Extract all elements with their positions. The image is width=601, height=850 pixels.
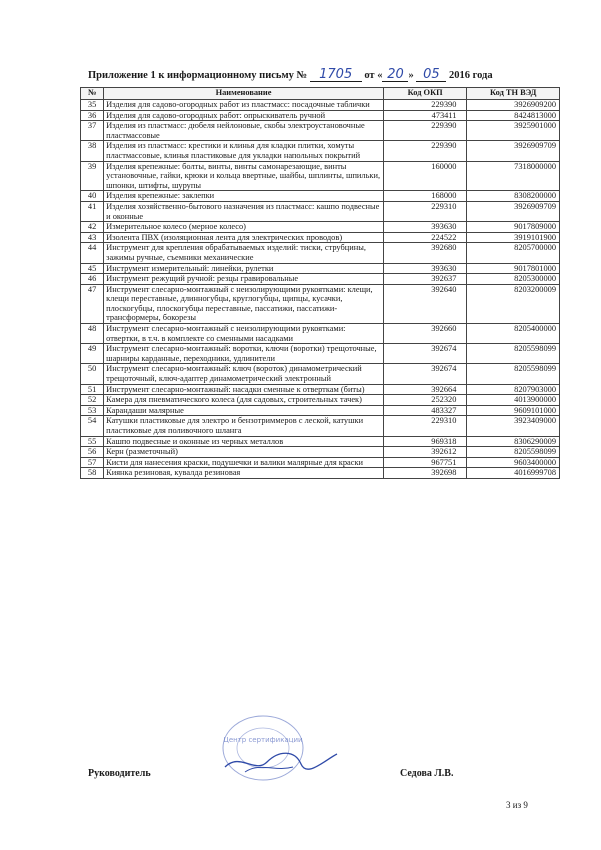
row-okp: 252320: [383, 395, 467, 406]
row-name: Инструмент для крепления обрабатываемых изделий: тиски, струбцины, зажимы ручные, съемники механические: [104, 243, 384, 263]
row-tnved: 9017801000: [467, 263, 560, 274]
row-number: 54: [81, 416, 104, 436]
row-tnved: 8205700000: [467, 243, 560, 263]
row-tnved: 4016999708: [467, 468, 560, 479]
row-okp: 229310: [383, 201, 467, 221]
stamp-and-signature: [205, 712, 355, 782]
row-tnved: 8205300000: [467, 274, 560, 285]
row-okp: 967751: [383, 457, 467, 468]
row-tnved: 4013900000: [467, 395, 560, 406]
row-number: 46: [81, 274, 104, 285]
row-name: Керн (разметочный): [104, 447, 384, 458]
table-row: [81, 416, 560, 436]
table-row: [81, 201, 560, 221]
table-row: [81, 110, 560, 121]
row-tnved: 3919101900: [467, 232, 560, 243]
letter-title: [88, 69, 558, 85]
signer-title: Руководитель: [88, 768, 151, 779]
row-name: Изделия для садово-огородных работ: опрыскиватель ручной: [104, 110, 384, 121]
row-number: 44: [81, 243, 104, 263]
row-okp: 392640: [383, 284, 467, 323]
table-row: [81, 232, 560, 243]
table-row: [81, 121, 560, 141]
row-number: 56: [81, 447, 104, 458]
row-okp: 224522: [383, 232, 467, 243]
table-row: [81, 457, 560, 468]
row-tnved: 3926909709: [467, 141, 560, 161]
row-okp: 392698: [383, 468, 467, 479]
row-number: 41: [81, 201, 104, 221]
row-name: Карандаши малярные: [104, 405, 384, 416]
row-tnved: 8424813000: [467, 110, 560, 121]
row-name: Инструмент слесарно-монтажный: ключ (вороток) динамометрический трещоточный, ключ-адаптер динамометрический электронный: [104, 364, 384, 384]
table-row: [81, 364, 560, 384]
row-okp: 393630: [383, 222, 467, 233]
row-tnved: 8205598099: [467, 344, 560, 364]
table-row: [81, 384, 560, 395]
row-tnved: 7318000000: [467, 161, 560, 191]
row-name: Киянка резиновая, кувалда резиновая: [104, 468, 384, 479]
row-tnved: 9017809000: [467, 222, 560, 233]
table-row: [81, 141, 560, 161]
title-year: 2016 года: [448, 70, 493, 81]
row-name: Инструмент слесарно-монтажный: воротки, ключи (воротки) трещоточные, шарниры карданные, переходники, удлинители: [104, 344, 384, 364]
table-row: [81, 344, 560, 364]
col-tnved: Код ТН ВЭД: [467, 88, 560, 100]
row-okp: 483327: [383, 405, 467, 416]
col-name: Наименование: [104, 88, 384, 100]
row-name: Катушки пластиковые для электро и бензотриммеров с леской, катушки пластиковые для поливочного шланга: [104, 416, 384, 436]
letter-day: 20: [382, 69, 408, 82]
stamp-text: Центр сертификации: [223, 736, 303, 744]
row-name: Инструмент слесарно-монтажный с неизолирующими рукоятками: отвертки, в т.ч. в комплекте со сменными насадками: [104, 324, 384, 344]
row-number: 52: [81, 395, 104, 406]
row-okp: 393630: [383, 263, 467, 274]
row-okp: 392637: [383, 274, 467, 285]
row-okp: 392680: [383, 243, 467, 263]
table-row: [81, 243, 560, 263]
row-okp: 473411: [383, 110, 467, 121]
row-number: 48: [81, 324, 104, 344]
table-row: [81, 161, 560, 191]
table-row: [81, 100, 560, 111]
col-number: №: [81, 88, 104, 100]
row-tnved: 8207903000: [467, 384, 560, 395]
row-number: 55: [81, 436, 104, 447]
row-number: 45: [81, 263, 104, 274]
row-name: Кисти для нанесения краски, подушечки и валики малярные для краски: [104, 457, 384, 468]
row-number: 51: [81, 384, 104, 395]
page-number: 3 из 9: [506, 800, 528, 810]
row-okp: 229390: [383, 100, 467, 111]
row-okp: 392674: [383, 364, 467, 384]
row-number: 58: [81, 468, 104, 479]
row-tnved: 3926909200: [467, 100, 560, 111]
row-name: Изолента ПВХ (изоляционная лента для электрических проводов): [104, 232, 384, 243]
title-prefix: Приложение 1 к информационному письму №: [88, 70, 308, 81]
table-header-row: [81, 88, 560, 100]
table-row: [81, 395, 560, 406]
table-row: [81, 274, 560, 285]
row-okp: 229390: [383, 141, 467, 161]
row-name: Инструмент слесарно-монтажный: насадки сменные к отверткам (биты): [104, 384, 384, 395]
row-okp: 229390: [383, 121, 467, 141]
table-row: [81, 405, 560, 416]
row-number: 37: [81, 121, 104, 141]
row-number: 49: [81, 344, 104, 364]
table-row: [81, 284, 560, 323]
row-okp: 969318: [383, 436, 467, 447]
title-quote-close: »: [408, 70, 414, 81]
title-from: от «: [364, 70, 383, 81]
row-name: Инструмент измерительный: линейки, рулетки: [104, 263, 384, 274]
col-okp: Код ОКП: [383, 88, 467, 100]
row-tnved: 8205598099: [467, 364, 560, 384]
row-name: Измерительное колесо (мерное колесо): [104, 222, 384, 233]
row-okp: 160000: [383, 161, 467, 191]
row-number: 57: [81, 457, 104, 468]
row-okp: 168000: [383, 191, 467, 202]
row-name: Инструмент режущий ручной: резцы гравировальные: [104, 274, 384, 285]
row-number: 35: [81, 100, 104, 111]
row-okp: 392664: [383, 384, 467, 395]
table-row: [81, 263, 560, 274]
table-row: [81, 222, 560, 233]
row-number: 36: [81, 110, 104, 121]
row-okp: 392674: [383, 344, 467, 364]
row-name: Изделия из пластмасс: крестики и клинья для кладки плитки, хомуты пластмассовые, клинья пластиковые для укладки напольных покрытий: [104, 141, 384, 161]
row-tnved: 8205598099: [467, 447, 560, 458]
row-name: Кашпо подвесные и оконные из черных металлов: [104, 436, 384, 447]
row-tnved: 8205400000: [467, 324, 560, 344]
row-name: Изделия для садово-огородных работ из пластмасс: посадочные таблички: [104, 100, 384, 111]
signer-name: Седова Л.В.: [400, 768, 454, 779]
row-tnved: 3923409000: [467, 416, 560, 436]
row-number: 39: [81, 161, 104, 191]
row-okp: 392612: [383, 447, 467, 458]
row-name: Изделия крепежные: болты, винты, винты самонарезающие, винты установочные, гайки, крюки и кольца ввертные, шайбы, шплинты, шпильки, шпонки, штифты, шурупы: [104, 161, 384, 191]
row-name: Изделия крепежные: заклепки: [104, 191, 384, 202]
row-number: 43: [81, 232, 104, 243]
row-tnved: 8203200009: [467, 284, 560, 323]
row-tnved: 8308200000: [467, 191, 560, 202]
row-number: 50: [81, 364, 104, 384]
letter-number: 1705: [310, 69, 362, 82]
row-tnved: 3925901000: [467, 121, 560, 141]
row-number: 53: [81, 405, 104, 416]
table-body: [81, 100, 560, 479]
table-row: [81, 447, 560, 458]
letter-month: 05: [416, 69, 446, 82]
table-row: [81, 436, 560, 447]
row-number: 42: [81, 222, 104, 233]
row-number: 40: [81, 191, 104, 202]
row-number: 38: [81, 141, 104, 161]
row-okp: 392660: [383, 324, 467, 344]
table-row: [81, 468, 560, 479]
row-name: Камера для пневматического колеса (для садовых, строительных тачек): [104, 395, 384, 406]
row-number: 47: [81, 284, 104, 323]
table-row: [81, 191, 560, 202]
table-row: [81, 324, 560, 344]
row-tnved: 9603400000: [467, 457, 560, 468]
row-okp: 229310: [383, 416, 467, 436]
row-tnved: 8306290009: [467, 436, 560, 447]
row-tnved: 9609101000: [467, 405, 560, 416]
row-name: Изделия из пластмасс: дюбеля нейлоновые, скобы электроустановочные пластмассовые: [104, 121, 384, 141]
row-tnved: 3926909709: [467, 201, 560, 221]
products-table: [80, 87, 560, 479]
row-name: Инструмент слесарно-монтажный с неизолирующими рукоятками: клещи, клещи переставные, длинногубцы, круглогубцы, щипцы, кусачки, плоскогубцы, плоскогубцы переставные, пассатижи, пассатижи-трансформеры, бокорезы: [104, 284, 384, 323]
row-name: Изделия хозяйственно-бытового назначения из пластмасс: кашпо подвесные и оконные: [104, 201, 384, 221]
